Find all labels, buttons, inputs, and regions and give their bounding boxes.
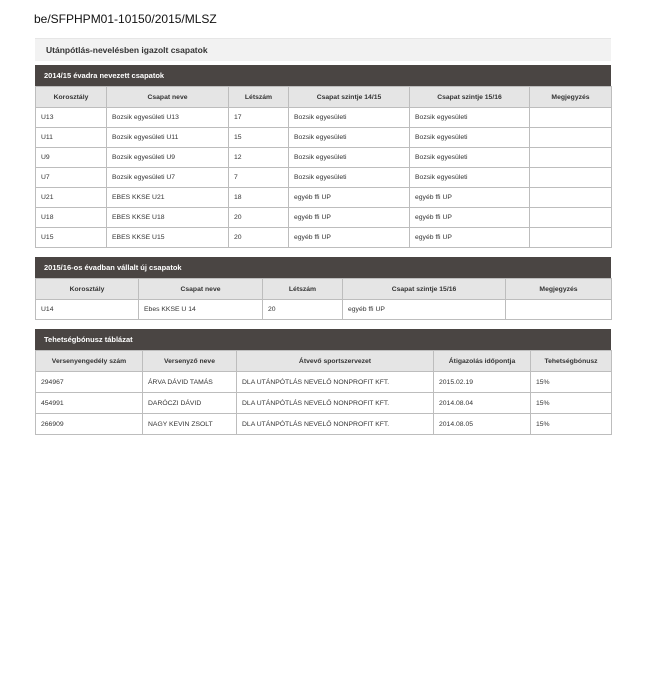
table-cell: U15 bbox=[36, 228, 107, 248]
table-row bbox=[36, 372, 612, 393]
table-cell: 454991 bbox=[36, 393, 143, 414]
table-cell: EBES KKSE U18 bbox=[107, 208, 229, 228]
teams-2015-16-table bbox=[35, 278, 612, 320]
table-cell: 2015.02.19 bbox=[434, 372, 531, 393]
table-row bbox=[36, 393, 612, 414]
table-cell: EBES KKSE U21 bbox=[107, 188, 229, 208]
table-cell: 2014.08.04 bbox=[434, 393, 531, 414]
column-header: Versenyengedély szám bbox=[36, 351, 143, 372]
talent-bonus-table bbox=[35, 350, 612, 435]
column-header: Átigazolás időpontja bbox=[434, 351, 531, 372]
table-cell: egyéb ffi UP bbox=[289, 228, 410, 248]
table-cell: Bozsik egyesületi bbox=[410, 128, 530, 148]
table-cell: egyéb ffi UP bbox=[410, 228, 530, 248]
table-cell: U18 bbox=[36, 208, 107, 228]
table-body bbox=[36, 108, 612, 248]
table-cell: egyéb ffi UP bbox=[343, 300, 506, 320]
table-cell: DLA UTÁNPÓTLÁS NEVELŐ NONPROFIT KFT. bbox=[237, 393, 434, 414]
column-header: Létszám bbox=[229, 87, 289, 108]
table-cell: egyéb ffi UP bbox=[410, 208, 530, 228]
table-cell bbox=[530, 108, 612, 128]
table-cell bbox=[530, 228, 612, 248]
column-header: Versenyző neve bbox=[143, 351, 237, 372]
table-cell: 20 bbox=[263, 300, 343, 320]
column-header: Létszám bbox=[263, 279, 343, 300]
table-cell: egyéb ffi UP bbox=[289, 208, 410, 228]
table-cell: 15% bbox=[531, 414, 612, 435]
table-cell: Bozsik egyesületi bbox=[410, 108, 530, 128]
table-cell: 20 bbox=[229, 208, 289, 228]
table-row bbox=[36, 148, 612, 168]
table-cell: Bozsik egyesületi U11 bbox=[107, 128, 229, 148]
table-body bbox=[36, 300, 612, 320]
table-cell: Bozsik egyesületi bbox=[289, 128, 410, 148]
table-cell: 15% bbox=[531, 393, 612, 414]
table-cell: 15% bbox=[531, 372, 612, 393]
table-cell: 15 bbox=[229, 128, 289, 148]
table-cell: U7 bbox=[36, 168, 107, 188]
table-row bbox=[36, 168, 612, 188]
table-header-row bbox=[36, 87, 612, 108]
column-header: Csapat szintje 14/15 bbox=[289, 87, 410, 108]
table-row bbox=[36, 300, 612, 320]
table-row bbox=[36, 414, 612, 435]
table-cell: EBES KKSE U15 bbox=[107, 228, 229, 248]
table-cell bbox=[530, 148, 612, 168]
column-header: Megjegyzés bbox=[530, 87, 612, 108]
teams-2014-15-table bbox=[35, 86, 612, 248]
table-cell bbox=[506, 300, 612, 320]
table-cell: 18 bbox=[229, 188, 289, 208]
table-cell: egyéb ffi UP bbox=[410, 188, 530, 208]
table-cell: U11 bbox=[36, 128, 107, 148]
table-cell bbox=[530, 168, 612, 188]
table-row bbox=[36, 128, 612, 148]
table-cell: U13 bbox=[36, 108, 107, 128]
table-body bbox=[36, 372, 612, 435]
table-cell: 266909 bbox=[36, 414, 143, 435]
main-title: Utánpótlás-nevelésben igazolt csapatok bbox=[35, 38, 611, 61]
table-cell: 20 bbox=[229, 228, 289, 248]
document-id: be/SFPHPM01-10150/2015/MLSZ bbox=[34, 12, 217, 26]
table-cell: NAGY KEVIN ZSOLT bbox=[143, 414, 237, 435]
table-header-row bbox=[36, 279, 612, 300]
table-cell: Bozsik egyesületi U9 bbox=[107, 148, 229, 168]
table-row bbox=[36, 188, 612, 208]
table-cell bbox=[530, 128, 612, 148]
column-header: Csapat szintje 15/16 bbox=[410, 87, 530, 108]
table-cell: Bozsik egyesületi bbox=[410, 148, 530, 168]
table-cell: Ebes KKSE U 14 bbox=[139, 300, 263, 320]
column-header: Csapat szintje 15/16 bbox=[343, 279, 506, 300]
table-cell: U21 bbox=[36, 188, 107, 208]
column-header: Csapat neve bbox=[139, 279, 263, 300]
section-title: 2014/15 évadra nevezett csapatok bbox=[35, 65, 611, 86]
table-header-row bbox=[36, 351, 612, 372]
section-2015-16-new-teams bbox=[35, 257, 611, 320]
table-row bbox=[36, 108, 612, 128]
column-header: Megjegyzés bbox=[506, 279, 612, 300]
table-cell: 7 bbox=[229, 168, 289, 188]
table-cell: DLA UTÁNPÓTLÁS NEVELŐ NONPROFIT KFT. bbox=[237, 414, 434, 435]
table-cell: ÁRVA DÁVID TAMÁS bbox=[143, 372, 237, 393]
table-cell: DLA UTÁNPÓTLÁS NEVELŐ NONPROFIT KFT. bbox=[237, 372, 434, 393]
table-cell: 2014.08.05 bbox=[434, 414, 531, 435]
table-cell: Bozsik egyesületi bbox=[289, 108, 410, 128]
table-cell: Bozsik egyesületi bbox=[289, 148, 410, 168]
table-cell: 294967 bbox=[36, 372, 143, 393]
column-header: Korosztály bbox=[36, 87, 107, 108]
section-2014-15-teams bbox=[35, 65, 611, 248]
table-cell: U14 bbox=[36, 300, 139, 320]
table-cell bbox=[530, 188, 612, 208]
column-header: Korosztály bbox=[36, 279, 139, 300]
table-cell: Bozsik egyesületi U13 bbox=[107, 108, 229, 128]
section-title: 2015/16-os évadban vállalt új csapatok bbox=[35, 257, 611, 278]
column-header: Átvevő sportszervezet bbox=[237, 351, 434, 372]
table-cell bbox=[530, 208, 612, 228]
table-row bbox=[36, 228, 612, 248]
table-cell: 12 bbox=[229, 148, 289, 168]
table-row bbox=[36, 208, 612, 228]
column-header: Csapat neve bbox=[107, 87, 229, 108]
table-cell: Bozsik egyesületi bbox=[289, 168, 410, 188]
table-cell: DARÓCZI DÁVID bbox=[143, 393, 237, 414]
document-body bbox=[35, 38, 611, 444]
section-talent-bonus bbox=[35, 329, 611, 435]
table-cell: egyéb ffi UP bbox=[289, 188, 410, 208]
column-header: Tehetségbónusz bbox=[531, 351, 612, 372]
table-cell: U9 bbox=[36, 148, 107, 168]
table-cell: Bozsik egyesületi U7 bbox=[107, 168, 229, 188]
table-cell: 17 bbox=[229, 108, 289, 128]
table-cell: Bozsik egyesületi bbox=[410, 168, 530, 188]
section-title: Tehetségbónusz táblázat bbox=[35, 329, 611, 350]
